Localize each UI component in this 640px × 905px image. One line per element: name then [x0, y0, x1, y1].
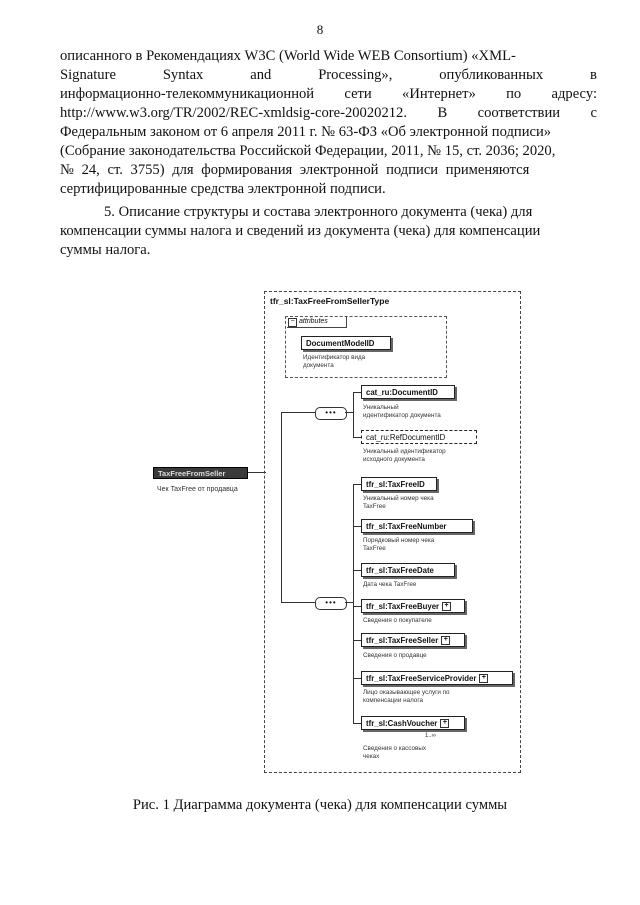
- element-cash-voucher: [361, 716, 465, 730]
- expand-icon[interactable]: +: [442, 602, 451, 611]
- element-document-id: [361, 385, 455, 399]
- text-line: [60, 66, 597, 85]
- element-name: tfr_sl:TaxFreeBuyer: [366, 602, 440, 611]
- word: Syntax: [162, 67, 204, 83]
- element-tax-free-service-provider: [361, 671, 513, 685]
- desc-line: Порядковый номер чека: [363, 537, 435, 544]
- connector: [353, 484, 361, 485]
- text-line: [60, 104, 597, 123]
- word: в: [590, 67, 597, 83]
- figure-caption: Рис. 1 Диаграмма документа (чека) для компенсации суммы: [132, 797, 508, 813]
- word: and: [250, 67, 272, 83]
- element-tax-free-number: [361, 519, 473, 533]
- expand-icon[interactable]: +: [441, 636, 450, 645]
- connector: [353, 723, 361, 724]
- element-description: [363, 537, 434, 553]
- element-description: [363, 404, 441, 420]
- element-name: tfr_sl:TaxFreeNumber: [366, 522, 447, 531]
- word: соответствии: [477, 105, 561, 121]
- desc-line: Идентификатор вида: [303, 354, 366, 361]
- text-line: (Собрание законодательства Российской Федерации, 2011, № 15, ст. 2036; 2020,: [60, 143, 556, 159]
- word: с: [590, 105, 597, 121]
- sequence-icon: •••: [315, 407, 347, 420]
- connector: [345, 412, 353, 413]
- element-description: [363, 495, 434, 511]
- text-line: № 24, ст. 3755) для формирования электронной подписи применяются: [60, 162, 530, 178]
- sequence-icon: •••: [315, 597, 347, 610]
- element-name: cat_ru:DocumentID: [366, 388, 438, 397]
- connector: [353, 678, 361, 679]
- text-line: описанного в Рекомендациях W3C (World Wide WEB Consortium) «XML-: [60, 48, 516, 64]
- element-tax-free-buyer: [361, 599, 465, 613]
- desc-line: Лицо оказывающее услуги по: [363, 689, 450, 696]
- element-tax-free-date: [361, 563, 455, 577]
- desc-line: Уникальный: [363, 404, 399, 411]
- desc-line: чеках: [363, 753, 380, 760]
- element-name: tfr_sl:CashVoucher: [366, 719, 438, 728]
- type-title: tfr_sl:TaxFreeFromSellerType: [270, 296, 390, 306]
- connector: [353, 392, 354, 438]
- connector: [353, 570, 361, 571]
- desc-line: TaxFree: [363, 545, 386, 552]
- desc-line: исходного документа: [363, 456, 425, 463]
- connector: [281, 412, 282, 602]
- element-tax-free-id: [361, 477, 437, 491]
- connector: [353, 437, 361, 438]
- attributes-label: attributes: [299, 318, 328, 325]
- element-name: cat_ru:RefDocumentID: [366, 433, 446, 442]
- desc-line: компенсации налога: [363, 697, 423, 704]
- text-line: 5. Описание структуры и состава электронного документа (чека) для: [104, 204, 533, 220]
- word: Signature: [60, 67, 116, 83]
- connector: [281, 602, 315, 603]
- element-ref-document-id: [361, 430, 477, 444]
- desc-line: Сведения о продавце: [363, 652, 427, 659]
- connector: [353, 484, 354, 724]
- desc-line: Уникальный идентификатор: [363, 448, 446, 455]
- text-line: Федеральным законом от 6 апреля 2011 г. № 63-ФЗ «Об электронной подписи»: [60, 124, 552, 140]
- word: Processing»,: [318, 67, 393, 83]
- element-description: [363, 617, 432, 625]
- attributes-tab: [287, 316, 347, 328]
- element-name: tfr_sl:TaxFreeServiceProvider: [366, 674, 477, 683]
- word: В: [437, 105, 448, 121]
- desc-line: документа: [303, 362, 334, 369]
- element-description: [363, 581, 416, 589]
- connector: [353, 526, 361, 527]
- page-number: 8: [316, 22, 324, 37]
- occurrence-label: 1..∞: [425, 733, 436, 739]
- connector: [345, 602, 353, 603]
- connector: [353, 392, 361, 393]
- url-text: http://www.w3.org/TR/2002/REC-xmldsig-core-20020212.: [60, 105, 407, 121]
- desc-line: Сведения о покупателе: [363, 617, 432, 624]
- element-description: [363, 689, 450, 705]
- text-line: сертифицированные средства электронной подписи.: [60, 181, 386, 197]
- text-line: компенсации суммы налога и сведений из документа (чека) для компенсации: [60, 223, 541, 239]
- root-description: Чек TaxFree от продавца: [157, 486, 238, 493]
- element-description: [363, 448, 446, 464]
- word: сети: [344, 86, 372, 102]
- word: адресу:: [551, 86, 597, 102]
- word: «Интернет»: [402, 86, 476, 102]
- word: опубликованных: [439, 67, 544, 83]
- text-line: суммы налога.: [60, 242, 151, 258]
- attribute-name: DocumentModelID: [306, 339, 375, 348]
- desc-line: TaxFree: [363, 503, 386, 510]
- word: по: [506, 86, 522, 102]
- desc-line: идентификатор документа: [363, 412, 441, 419]
- desc-line: Дата чека TaxFree: [363, 581, 417, 588]
- element-tax-free-seller: [361, 633, 465, 647]
- connector: [353, 640, 361, 641]
- connector: [353, 606, 361, 607]
- element-name: tfr_sl:TaxFreeID: [366, 480, 425, 489]
- element-description: [363, 745, 426, 761]
- attribute-document-model-id: [301, 336, 391, 350]
- element-name: tfr_sl:TaxFreeDate: [366, 566, 434, 575]
- word: информационно-телекоммуникационной: [60, 86, 315, 102]
- element-description: [363, 652, 427, 660]
- element-name: tfr_sl:TaxFreeSeller: [366, 636, 439, 645]
- desc-line: Сведения о кассовых: [363, 745, 427, 752]
- connector: [281, 412, 315, 413]
- attribute-description: [303, 354, 365, 370]
- desc-line: Уникальный номер чека: [363, 495, 434, 502]
- expand-icon[interactable]: +: [479, 674, 488, 683]
- root-element: TaxFreeFromSeller: [153, 467, 248, 479]
- schema-diagram: [264, 291, 521, 773]
- text-line: [60, 85, 597, 104]
- collapse-icon: −: [288, 318, 297, 327]
- expand-icon[interactable]: +: [440, 719, 449, 728]
